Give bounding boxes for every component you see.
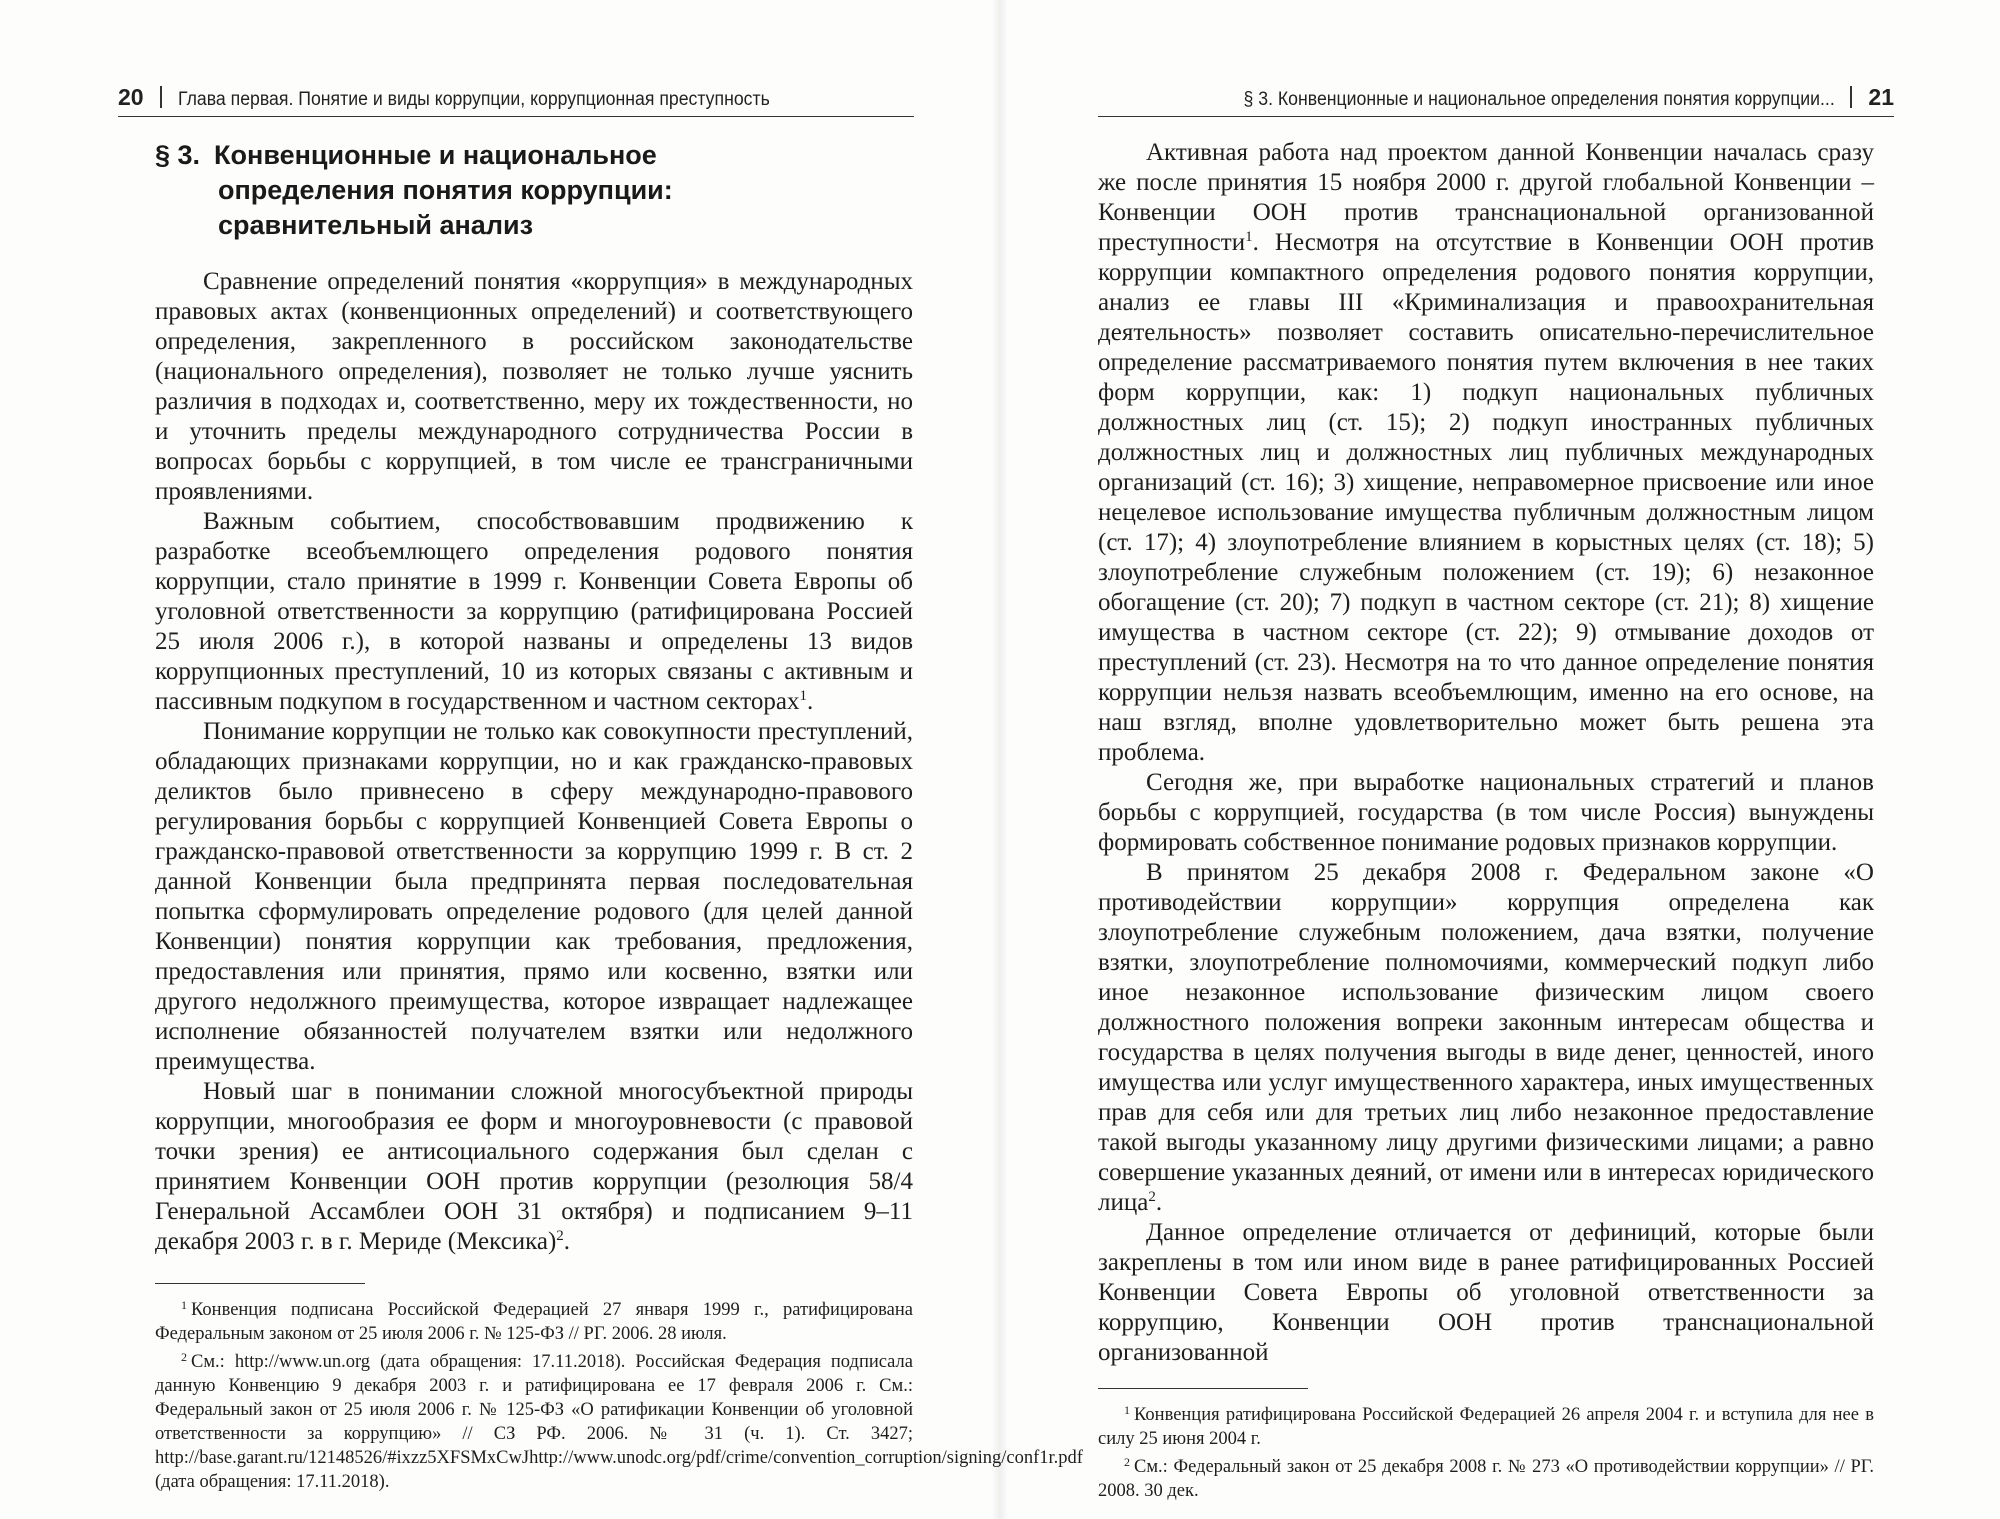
section-title-line-3: сравнительный анализ: [218, 210, 533, 240]
paragraph: Новый шаг в понимании сложной многосубъектной природы коррупции, многообразия ее форм и многоуровневости (с правовой точки зрения) ее антисоциального содержания был сделан с принятием Конвенции ООН против коррупции (резолюция 58/4 Генеральной Ассамблеи ООН 31 октября) и подписанием 9–11 декабря 2003 г. в г. Мериде (Мексика)$^2$.: [155, 1078, 913, 1255]
header-separator: [160, 86, 162, 108]
right-running-header: [1098, 84, 1894, 117]
footnote-divider: [155, 1283, 365, 1284]
footnote-ref: 1: [799, 688, 807, 704]
paragraph: Понимание коррупции не только как совокупности преступлений, обладающих признаками коррупции, но и как гражданско-правовых деликтов было привнесено в сферу международно-правового регулирования борьбы с коррупцией Конвенцией Совета Европы о гражданско-правовой ответственности за коррупцию 1999 г. В ст. 2 данной Конвенции была предпринята первая последовательная попытка сформулировать определение родового (для целей данной Конвенции) понятия коррупции как требования, предложения, предоставления или принятия, прямо или косвенно, взятки или другого недолжного преимущества, которое извращает надлежащее исполнение обязанностей получателем взятки или недолжного преимущества.: [155, 718, 913, 1075]
paragraph: В принятом 25 декабря 2008 г. Федеральном законе «О противодействии коррупции» коррупция определена как злоупотребление служебным положением, дача взятки, получение взятки, злоупотребление полномочиями, коммерческий подкуп либо иное незаконное использование физическим лицом своего должностного положения вопреки законным интересам общества и государства в целях получения выгоды в виде денег, ценностей, иного имущества или услуг имущественного характера, иных имущественных прав для себя или для третьих лиц либо незаконное предоставление такой выгоды указанному лицу другими физическими лицами; а равно совершение указанных деяний, от имени или в интересах юридического лица$^2$.: [1098, 859, 1874, 1216]
left-running-head-title: Глава первая. Понятие и виды коррупции, коррупционная преступность: [177, 89, 770, 110]
footnote: $^1$ Конвенция подписана Российской Федерацией 27 января 1999 г., ратифицирована Федеральным законом от 25 июля 2006 г. № 125-ФЗ // РГ. 2006. 28 июля.: [155, 1298, 913, 1344]
paragraph: Важным событием, способствовавшим продвижению к разработке всеобъемлющего определения родового понятия коррупции, стало принятие в 1999 г. Конвенции Совета Европы об уголовной ответственности за коррупцию (ратифицирована Россией 25 июля 2006 г.), в которой названы и определены 13 видов коррупционных преступлений, 10 из которых связаны с активным и пассивным подкупом в государственном и частном секторах$^1$.: [155, 508, 913, 715]
section-heading: [155, 138, 913, 243]
left-page-content: [155, 138, 1083, 1498]
section-symbol: § 3.: [155, 140, 201, 170]
paragraph: Сравнение определений понятия «коррупция» в международных правовых актах (конвенционных определений) и соответствующего определения, закрепленного в российском законодательстве (национального определения), позволяет не только лучше уяснить различия в подходах и, соответственно, меру их тождественности, но и уточнить пределы международного сотрудничества России в вопросах борьбы с коррупцией, в том числе ее трансграничными проявлениями.: [155, 268, 913, 505]
right-page-number: 21: [1868, 84, 1894, 110]
right-page-content: [1098, 138, 1874, 1507]
left-page-number: 20: [118, 84, 144, 110]
footnote-ref: 2: [556, 1228, 564, 1244]
section-title-line-2: определения понятия коррупции:: [218, 175, 673, 205]
paragraph: Активная работа над проектом данной Конвенции началась сразу же после принятия 15 ноября 2000 г. другой глобальной Конвенции – Конвенции ООН против транснациональной организованной преступности$^1$. Несмотря на отсутствие в Конвенции ООН против коррупции компактного определения родового понятия коррупции, анализ ее главы III «Криминализация и правоохранительная деятельность» позволяет составить описательно-перечислительное определение рассматриваемого понятия путем включения в нее таких форм коррупции, как: 1) подкуп национальных публичных должностных лиц (ст. 15); 2) подкуп иностранных публичных должностных лиц и должностных лиц публичных международных организаций (ст. 16); 3) хищение, неправомерное присвоение или иное нецелевое использование имущества публичным должностным лицом (ст. 17); 4) злоупотребление влиянием в корыстных целях (ст. 18); 5) злоупотребление служебным положением (ст. 19); 6) незаконное обогащение (ст. 20); 7) подкуп в частном секторе (ст. 21); 8) хищение имущества в частном секторе (ст. 22); 9) отмывание доходов от преступлений (ст. 23). Несмотря на то что данное определение понятия коррупции нельзя назвать всеобъемлющим, именно на его основе, на наш взгляд, вполне удовлетворительно может быть решена эта проблема.: [1098, 139, 1874, 766]
paragraph: Данное определение отличается от дефиниций, которые были закреплены в том или ином виде в ранее ратифицированных Россией Конвенции Совета Европы об уголовной ответственности за коррупцию, Конвенции ООН против транснациональной организованной: [1098, 1219, 1874, 1366]
footnote-number: 1: [1124, 1403, 1130, 1417]
left-running-header: [118, 84, 914, 117]
footnote: $^1$ Конвенция ратифицирована Российской Федерацией 26 апреля 2004 г. и вступила для нее в силу 25 июня 2004 г.: [1098, 1403, 1874, 1449]
footnote-divider: [1098, 1388, 1308, 1389]
header-separator: [1850, 86, 1852, 108]
paragraph: Сегодня же, при выработке национальных стратегий и планов борьбы с коррупцией, государства (в том числе Россия) вынуждены формировать собственное понимание родовых признаков коррупции.: [1098, 769, 1874, 856]
footnote: $^2$ См.: Федеральный закон от 25 декабря 2008 г. № 273 «О противодействии коррупции» // РГ. 2008. 30 дек.: [1098, 1455, 1874, 1501]
footnote-ref: 2: [1148, 1189, 1156, 1205]
footnote-ref: 1: [1245, 229, 1253, 245]
footnote-number: 2: [1124, 1455, 1130, 1469]
footnote-number: 2: [181, 1350, 187, 1364]
footnote-number: 1: [181, 1298, 187, 1312]
section-title-line-1: Конвенционные и национальное: [214, 140, 657, 170]
footnote: $^2$ См.: http://www.un.org (дата обращения: 17.11.2018). Российская Федерация подписала данную Конвенцию 9 декабря 2003 г. и ратифицирована ее 17 февраля 2006 г. См.: Федеральный закон от 25 июля 2006 г. № 125-ФЗ «О ратификации Конвенции об уголовной ответственности за коррупцию» // СЗ РФ. 2006. № 31 (ч. 1). Ст. 3427; http://base.garant.ru/12148526/#ixzz5XFSMxCwJhttp://www.unodc.org/pdf/crime/convention_corruption/signing/conf1r.pdf (дата обращения: 17.11.2018).: [155, 1350, 1083, 1492]
right-running-head-title: § 3. Конвенционные и национальное определения понятия коррупции...: [1243, 89, 1835, 110]
